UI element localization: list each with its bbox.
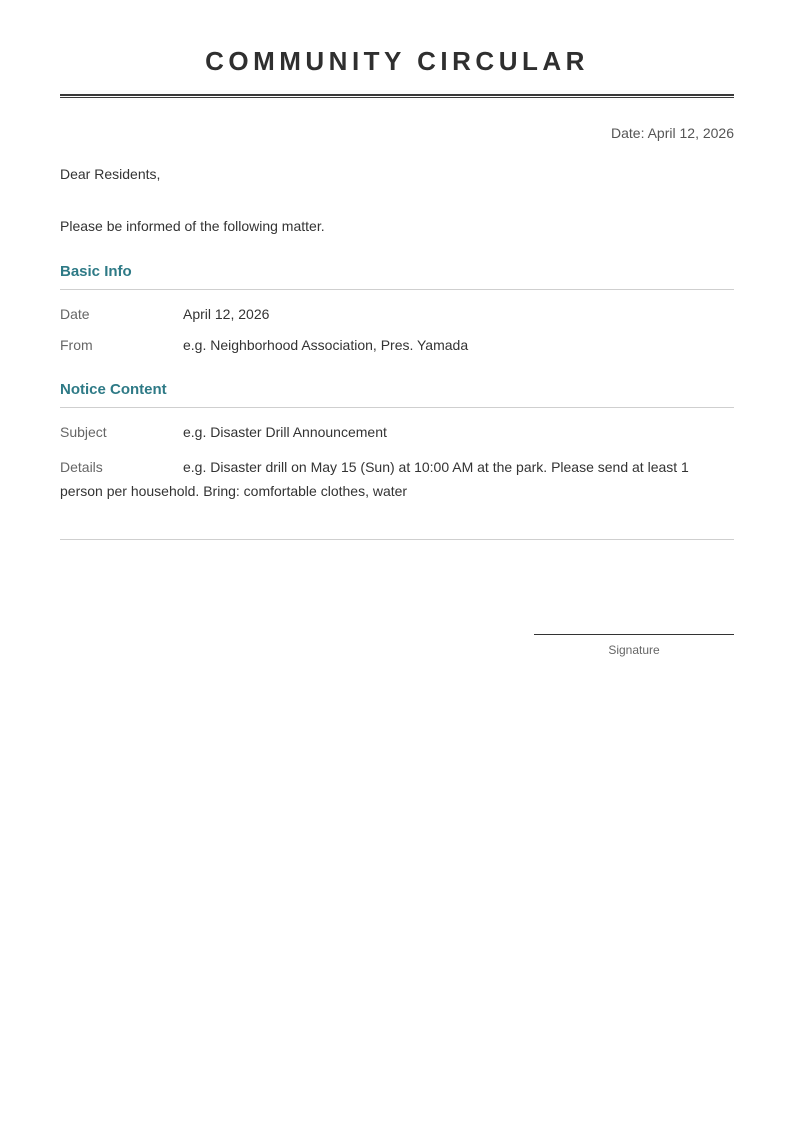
field-value-date: April 12, 2026 bbox=[183, 306, 270, 322]
details-field bbox=[60, 455, 734, 503]
intro-text: Please be informed of the following matter. bbox=[60, 218, 325, 234]
section-heading-notice-content: Notice Content bbox=[60, 381, 167, 398]
field-label-details: Details bbox=[60, 459, 103, 475]
signature-line bbox=[534, 634, 734, 635]
signature-label: Signature bbox=[608, 643, 660, 657]
title-divider-bottom bbox=[60, 97, 734, 98]
section-divider-basic-info bbox=[60, 289, 734, 290]
field-label-subject: Subject bbox=[60, 424, 107, 440]
document-page bbox=[60, 0, 734, 1123]
field-label-date: Date bbox=[60, 306, 90, 322]
field-value-details: e.g. Disaster drill on May 15 (Sun) at 10:00 AM at the park. Please send at least 1 person per household. Bring: comfortable clothes, water bbox=[60, 459, 689, 499]
section-heading-basic-info: Basic Info bbox=[60, 263, 132, 280]
field-value-from: e.g. Neighborhood Association, Pres. Yamada bbox=[183, 337, 469, 353]
page-title: COMMUNITY CIRCULAR bbox=[205, 46, 589, 76]
title-divider-top bbox=[60, 94, 734, 96]
section-divider-notice-content bbox=[60, 407, 734, 408]
greeting: Dear Residents, bbox=[60, 166, 161, 182]
document-date: Date: April 12, 2026 bbox=[611, 125, 734, 141]
field-value-subject: e.g. Disaster Drill Announcement bbox=[183, 424, 387, 440]
content-end-divider bbox=[60, 539, 734, 540]
field-label-from: From bbox=[60, 337, 93, 353]
